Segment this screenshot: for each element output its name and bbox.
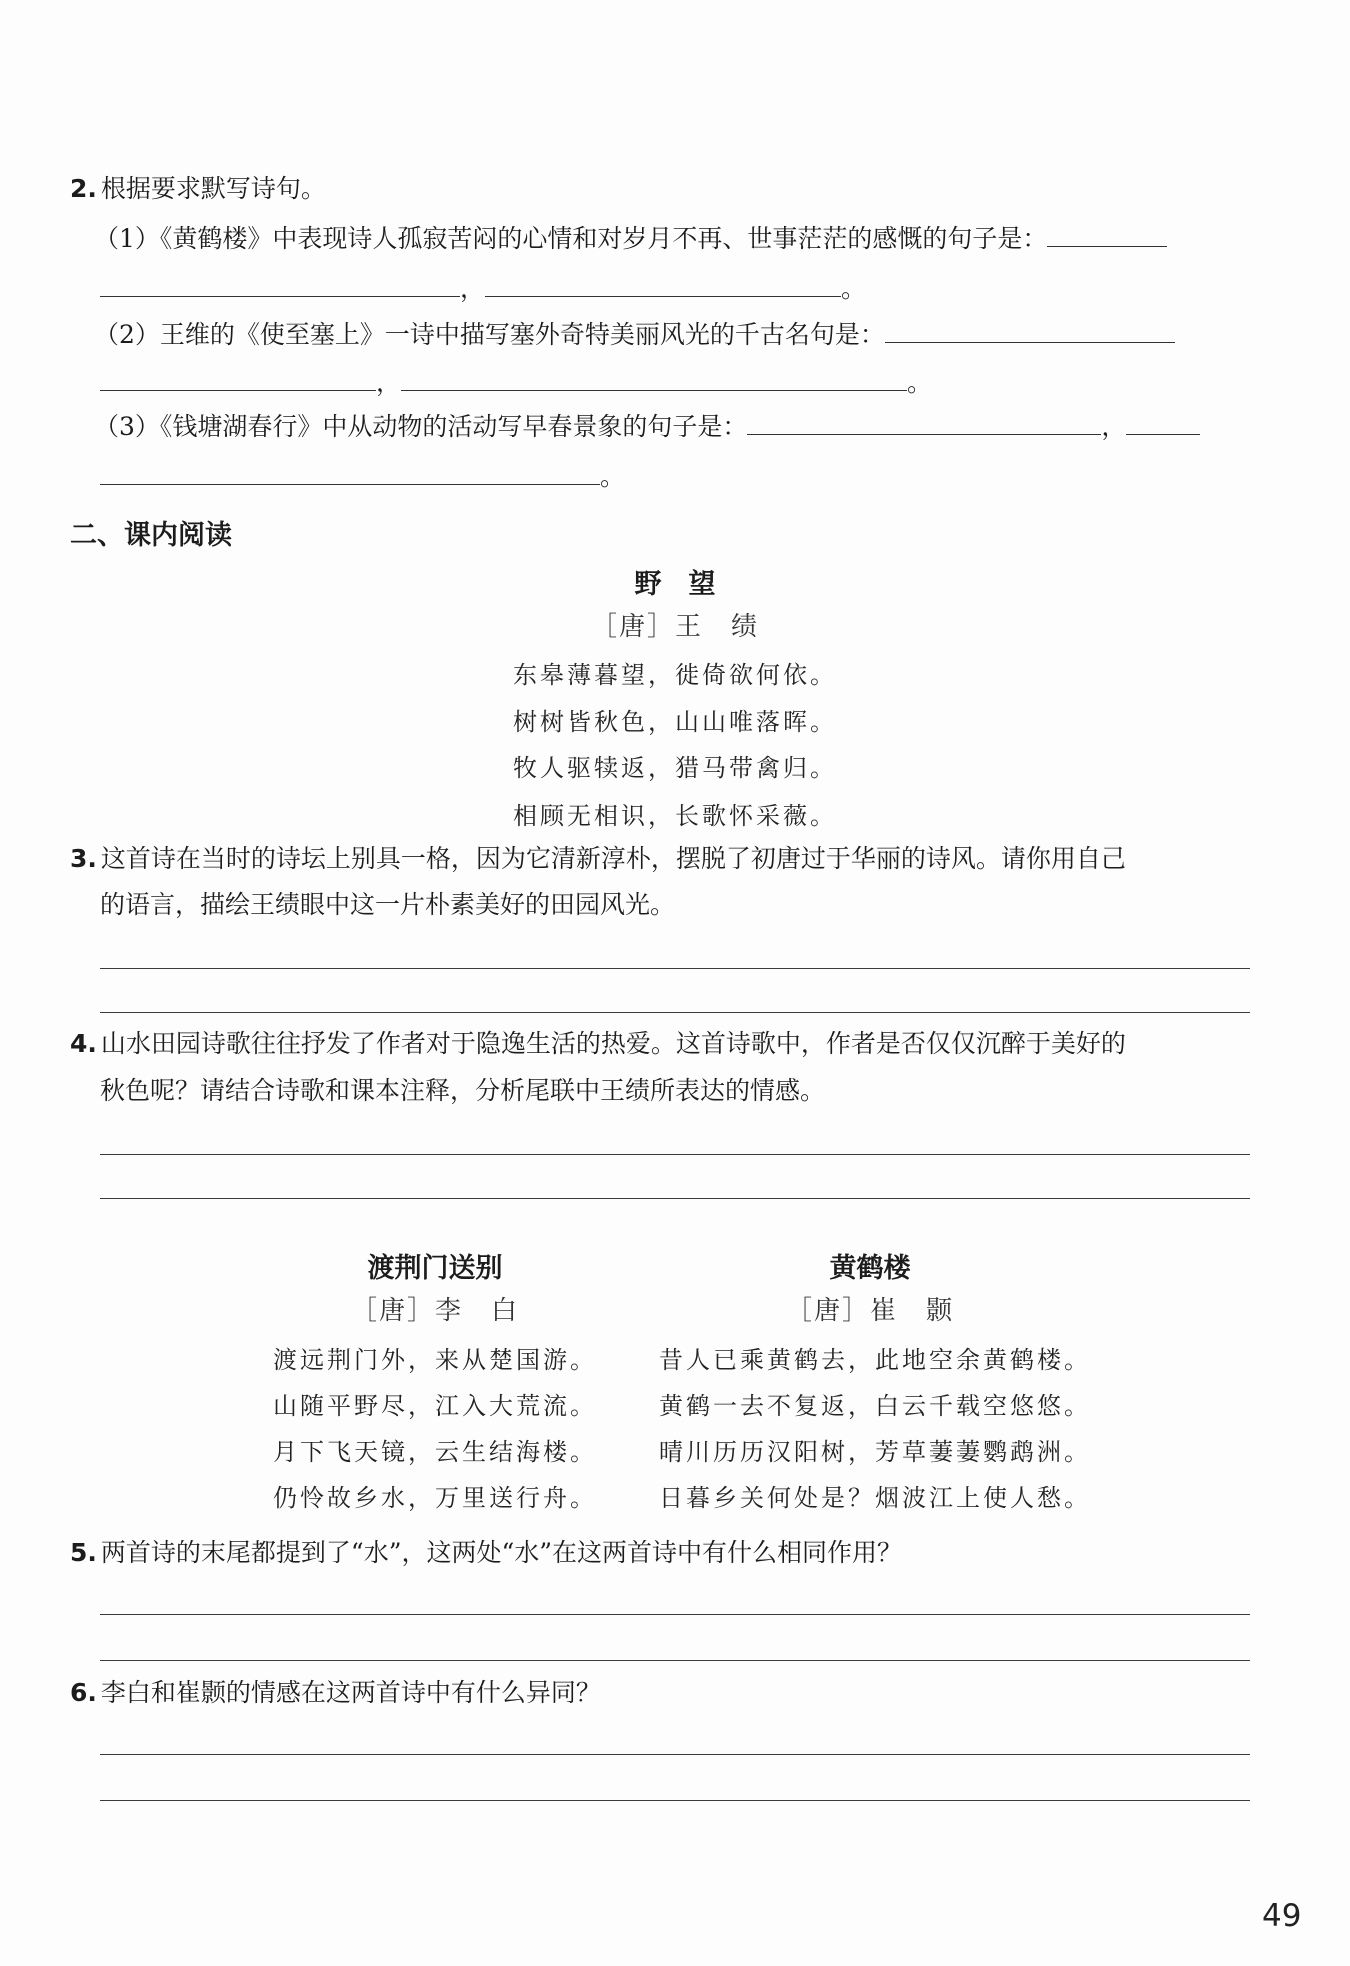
q2-item-2-text: （2）王维的《使至塞上》一诗中描写塞外奇特美丽风光的千古名句是： — [94, 320, 885, 349]
q4-answer-line[interactable] — [100, 1198, 1250, 1199]
poem1-author: ［唐］王 绩 — [590, 612, 759, 642]
q2-item-2-blank-b[interactable] — [100, 368, 376, 391]
q5-answer-line[interactable] — [100, 1614, 1250, 1615]
q6-line — [70, 1676, 601, 1710]
q5-number: 5. — [70, 1538, 97, 1567]
poem3-line: 昔人已乘黄鹤去，此地空余黄鹤楼。 — [659, 1346, 1091, 1374]
q2-prompt — [70, 172, 326, 206]
q2-item-1-period: 。 — [841, 274, 867, 303]
q2-item-3-blank-a[interactable] — [747, 412, 1101, 435]
q4-number: 4. — [70, 1029, 97, 1058]
q4-answer-line[interactable] — [100, 1154, 1250, 1155]
poem2-line: 仍怜故乡水，万里送行舟。 — [273, 1484, 597, 1512]
q3-text-2: 的语言，描绘王绩眼中这一片朴素美好的田园风光。 — [100, 890, 676, 919]
page-number: 49 — [1262, 1898, 1302, 1934]
q3-line-1 — [70, 842, 1126, 876]
q2-item-1-blank-a[interactable] — [1047, 224, 1167, 247]
poem3-line: 日暮乡关何处是？烟波江上使人愁。 — [659, 1484, 1091, 1512]
q4-text-1: 山水田园诗歌往往抒发了作者对于隐逸生活的热爱。这首诗歌中，作者是否仅仅沉醉于美好的 — [100, 1029, 1126, 1058]
q6-number: 6. — [70, 1678, 97, 1707]
poem2-title: 渡荆门送别 — [367, 1253, 503, 1284]
q2-item-1-blank-b[interactable] — [100, 274, 460, 297]
q6-answer-line[interactable] — [100, 1800, 1250, 1801]
poem1-title: 野 望 — [634, 569, 716, 600]
q2-item-3 — [94, 410, 1200, 444]
q2-item-3-period: 。 — [600, 462, 626, 491]
poem2-line: 月下飞天镜，云生结海楼。 — [273, 1438, 597, 1466]
poem1-line: 相顾无相识，长歌怀采薇。 — [513, 802, 837, 830]
q3-number: 3. — [70, 844, 97, 873]
q2-item-1-comma: ， — [460, 274, 486, 303]
poem3-line: 黄鹤一去不复返，白云千载空悠悠。 — [659, 1392, 1091, 1420]
q2-item-2-blank-c[interactable] — [401, 368, 907, 391]
q5-text: 两首诗的末尾都提到了“水”，这两处“水”在这两首诗中有什么相同作用？ — [100, 1538, 903, 1567]
q5-answer-line[interactable] — [100, 1660, 1250, 1661]
q2-item-3-continued — [100, 460, 625, 494]
q3-answer-line[interactable] — [100, 1012, 1250, 1013]
q2-item-3-text: （3）《钱塘湖春行》中从动物的活动写早春景象的句子是： — [94, 412, 748, 441]
poem3-line: 晴川历历汉阳树，芳草萋萋鹦鹉洲。 — [659, 1438, 1091, 1466]
poem3-title: 黄鹤楼 — [829, 1253, 911, 1284]
section-heading: 二、课内阅读 — [70, 520, 232, 551]
q3-text-1: 这首诗在当时的诗坛上别具一格，因为它清新淳朴，摆脱了初唐过于华丽的诗风。请你用自己 — [100, 844, 1126, 873]
poem1-line: 东皋薄暮望，徙倚欲何依。 — [513, 661, 837, 689]
q5-line — [70, 1536, 902, 1570]
q2-prompt-text: 根据要求默写诗句。 — [100, 174, 326, 203]
poem1-line: 树树皆秋色，山山唯落晖。 — [513, 708, 837, 736]
q2-item-2-continued — [100, 366, 932, 400]
q2-item-2 — [94, 318, 1175, 352]
q6-answer-line[interactable] — [100, 1754, 1250, 1755]
q4-line-1 — [70, 1027, 1126, 1061]
q2-item-3-comma: ， — [1101, 412, 1127, 441]
q2-item-1-blank-c[interactable] — [485, 274, 841, 297]
q6-text: 李白和崔颢的情感在这两首诗中有什么异同？ — [100, 1678, 601, 1707]
poem2-author: ［唐］李 白 — [350, 1296, 519, 1326]
poem1-line: 牧人驱犊返，猎马带禽归。 — [513, 754, 837, 782]
poem2-line: 山随平野尽，江入大荒流。 — [273, 1392, 597, 1420]
q2-item-3-blank-b[interactable] — [1126, 412, 1200, 435]
poem3-author: ［唐］崔 颢 — [785, 1296, 954, 1326]
q3-answer-line[interactable] — [100, 968, 1250, 969]
q2-item-2-blank-a[interactable] — [885, 320, 1175, 343]
q2-item-1-text: （1）《黄鹤楼》中表现诗人孤寂苦闷的心情和对岁月不再、世事茫茫的感慨的句子是： — [94, 224, 1048, 253]
q2-item-1-continued — [100, 272, 866, 306]
poem2-line: 渡远荆门外，来从楚国游。 — [273, 1346, 597, 1374]
q2-item-2-period: 。 — [907, 368, 933, 397]
q4-text-2: 秋色呢？请结合诗歌和课本注释，分析尾联中王绩所表达的情感。 — [100, 1076, 826, 1105]
q2-item-3-blank-c[interactable] — [100, 462, 600, 485]
q2-item-2-comma: ， — [376, 368, 402, 397]
q2-item-1 — [94, 222, 1167, 256]
q2-number: 2. — [70, 174, 97, 203]
